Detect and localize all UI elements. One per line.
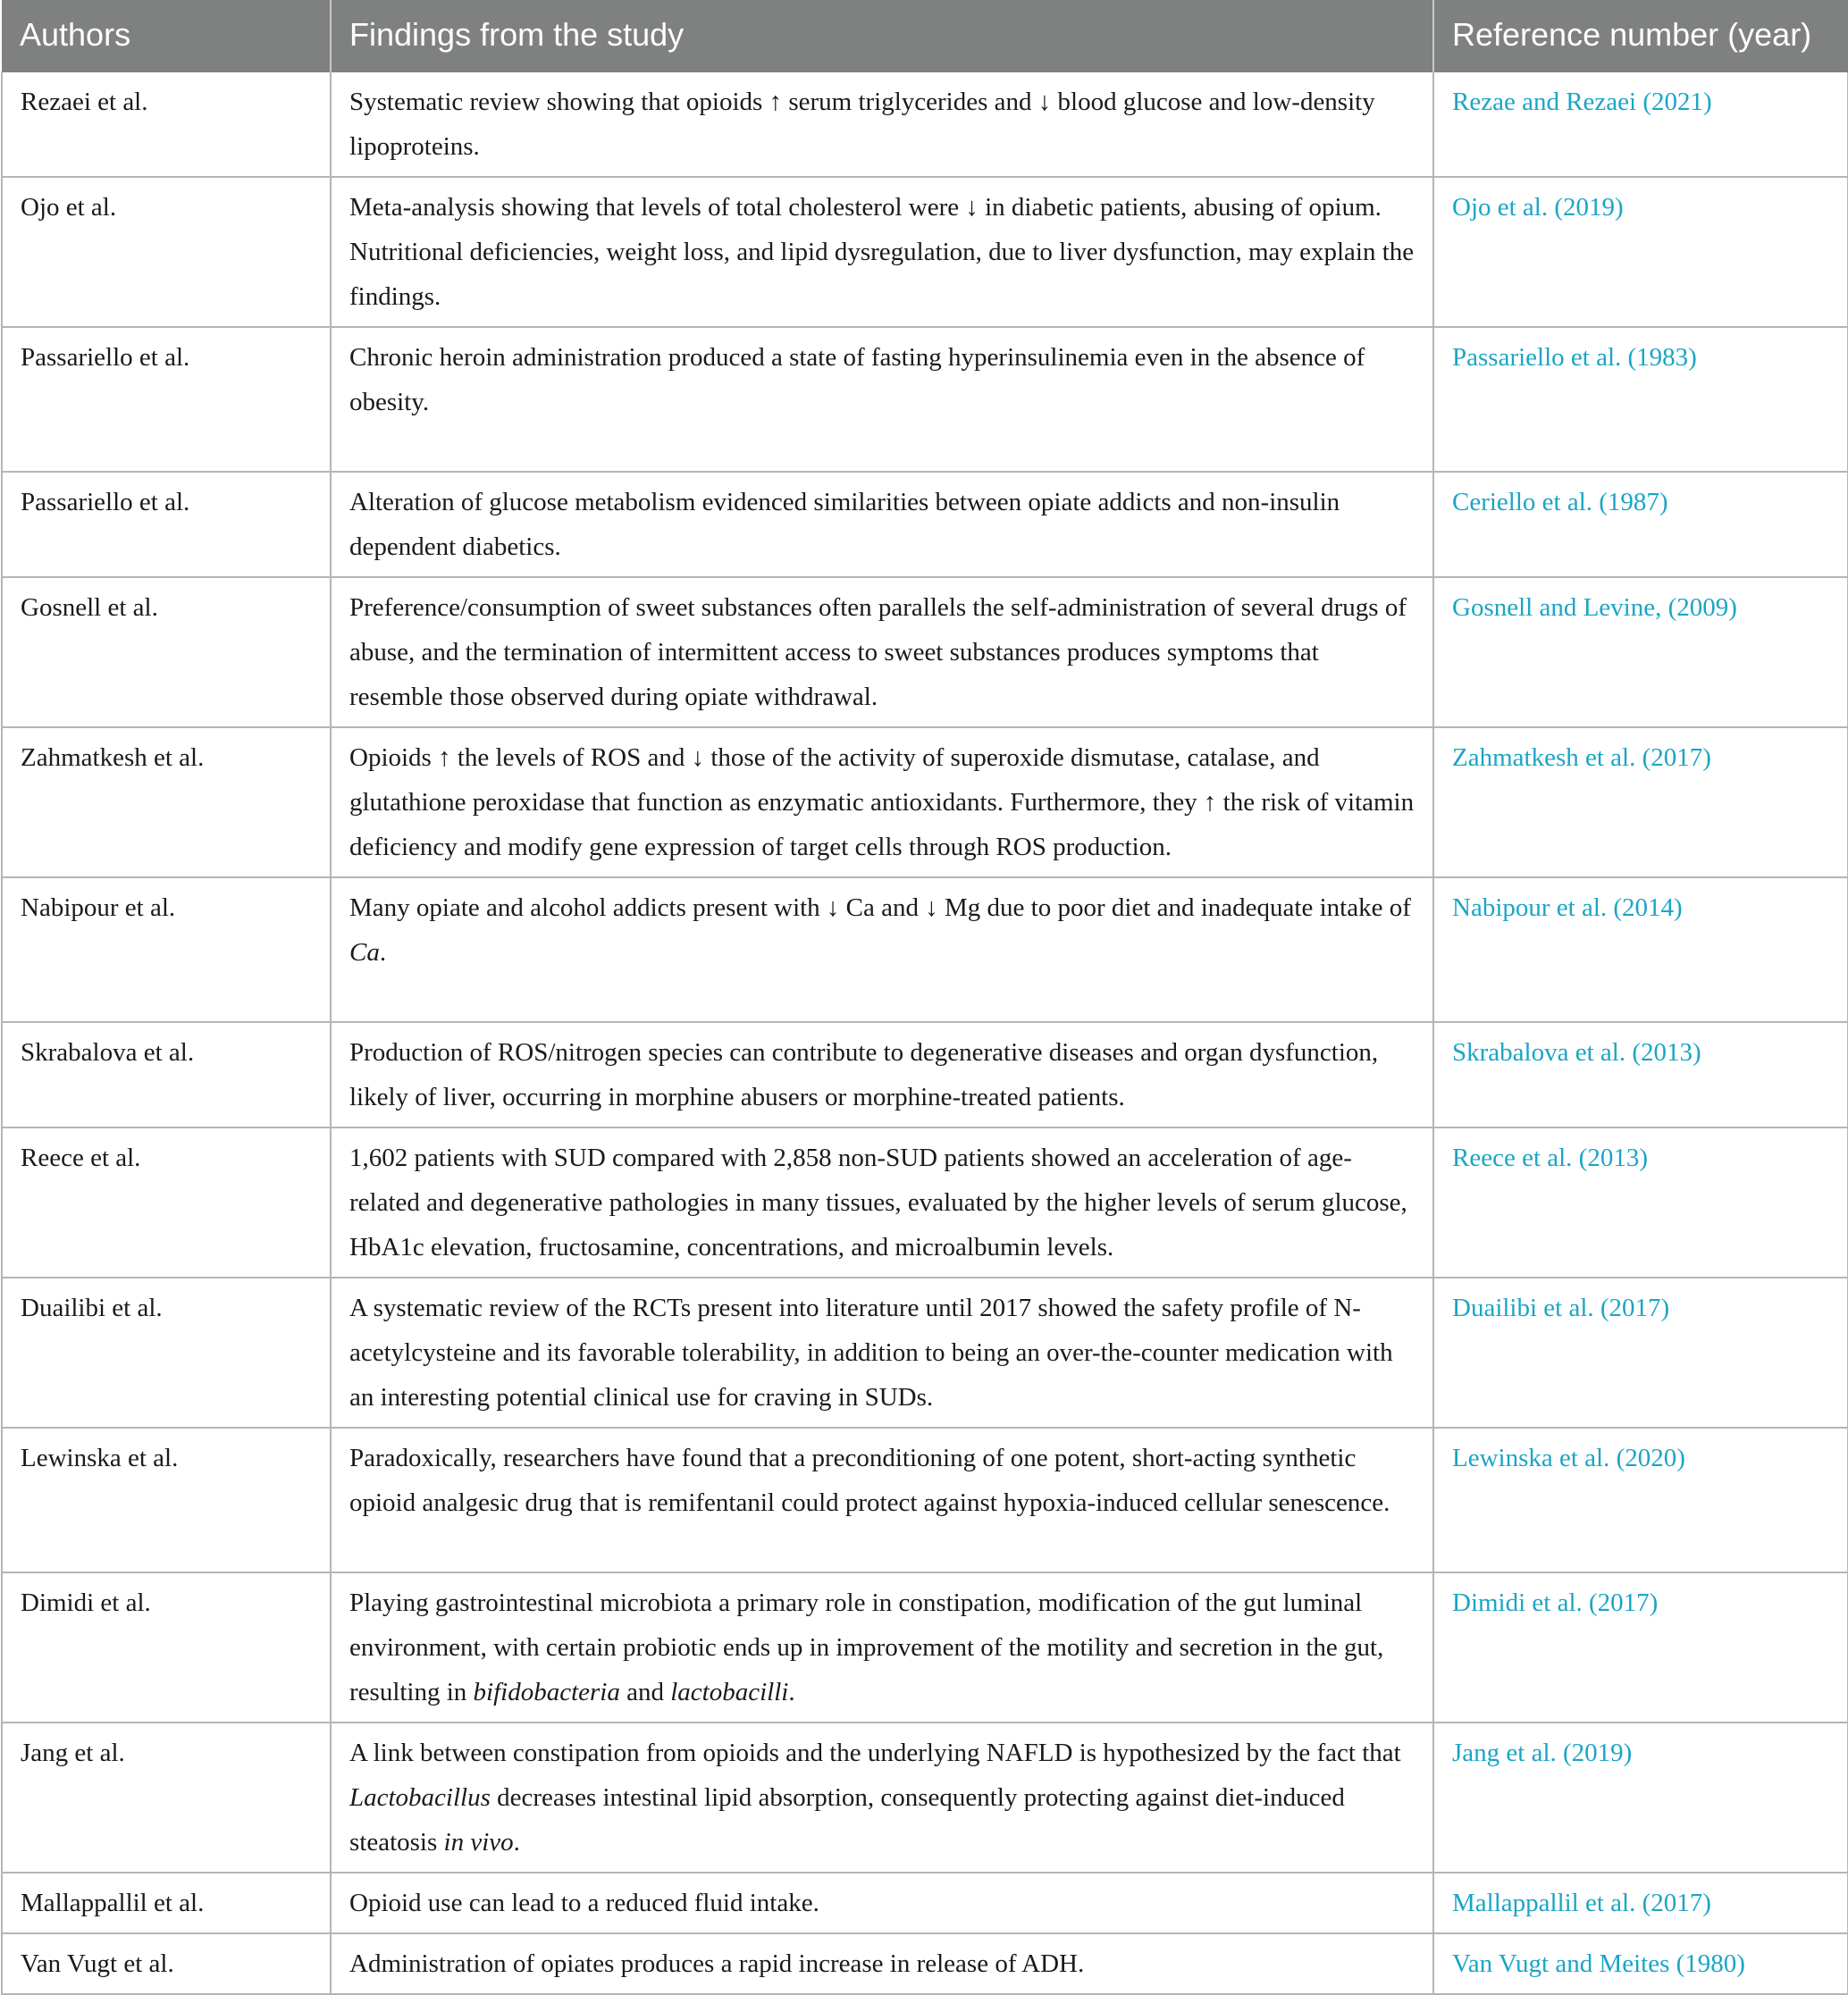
finding-cell: Paradoxically, researchers have found that a preconditioning of one potent, short-acting synthetic opioid analgesic drug that is remifentanil could protect against hypoxia-induced cellular senescence. xyxy=(331,1428,1433,1572)
author-cell: Lewinska et al. xyxy=(2,1428,331,1572)
finding-cell: Production of ROS/nitrogen species can contribute to degenerative diseases and organ dysfunction, likely of liver, occurring in morphine abusers or morphine-treated patients. xyxy=(331,1022,1433,1127)
finding-cell: Meta-analysis showing that levels of total cholesterol were ↓ in diabetic patients, abusing of opium. Nutritional deficiencies, weight loss, and lipid dysregulation, due to liver dysfunction, may explain the findings. xyxy=(331,177,1433,327)
finding-text-end: . xyxy=(788,1678,795,1706)
table-row xyxy=(2,1278,1848,1428)
author-cell: Dimidi et al. xyxy=(2,1572,331,1723)
finding-cell xyxy=(331,877,1433,1022)
table-row xyxy=(2,1127,1848,1278)
finding-cell: 1,602 patients with SUD compared with 2,858 non-SUD patients showed an acceleration of age-related and degenerative pathologies in many tissues, evaluated by the higher levels of serum glucose, HbA1c elevation, fructosamine, concentrations, and microalbumin levels. xyxy=(331,1127,1433,1278)
table-row xyxy=(2,1572,1848,1723)
table-row xyxy=(2,577,1848,727)
author-cell: Mallappallil et al. xyxy=(2,1873,331,1933)
reference-link[interactable]: Skrabalova et al. (2013) xyxy=(1433,1022,1848,1127)
table-row xyxy=(2,472,1848,577)
reference-link[interactable]: Nabipour et al. (2014) xyxy=(1433,877,1848,1022)
finding-cell xyxy=(331,1572,1433,1723)
author-cell: Passariello et al. xyxy=(2,472,331,577)
reference-link[interactable]: Rezae and Rezaei (2021) xyxy=(1433,72,1848,177)
finding-italic-2: lactobacilli xyxy=(670,1678,789,1706)
author-cell: Rezaei et al. xyxy=(2,72,331,177)
table-header xyxy=(2,0,1848,72)
finding-text: Playing gastrointestinal microbiota a primary role in constipation, modification of the gut luminal environment, with certain probiotic ends up in improvement of the motility and secretion in the gut, resulting in xyxy=(349,1588,1384,1706)
finding-text-mid: decreases intestinal lipid absorption, consequently protecting against diet-induced steatosis xyxy=(349,1783,1345,1857)
reference-link[interactable]: Lewinska et al. (2020) xyxy=(1433,1428,1848,1572)
author-cell: Gosnell et al. xyxy=(2,577,331,727)
author-cell: Skrabalova et al. xyxy=(2,1022,331,1127)
table-row xyxy=(2,72,1848,177)
reference-link[interactable]: Ceriello et al. (1987) xyxy=(1433,472,1848,577)
reference-link[interactable]: Van Vugt and Meites (1980) xyxy=(1433,1933,1848,1994)
finding-cell: Alteration of glucose metabolism evidenced similarities between opiate addicts and non-insulin dependent diabetics. xyxy=(331,472,1433,577)
finding-cell: Opioid use can lead to a reduced fluid intake. xyxy=(331,1873,1433,1933)
finding-cell: Systematic review showing that opioids ↑ serum triglycerides and ↓ blood glucose and low-density lipoproteins. xyxy=(331,72,1433,177)
table-row xyxy=(2,327,1848,472)
finding-text: Many opiate and alcohol addicts present with ↓ Ca and ↓ Mg due to poor diet and inadequate intake of xyxy=(349,893,1411,922)
finding-italic: Lactobacillus xyxy=(349,1783,491,1812)
table-row xyxy=(2,1428,1848,1572)
finding-cell: Preference/consumption of sweet substances often parallels the self-administration of several drugs of abuse, and the termination of intermittent access to sweet substances produces symptoms that resemble those observed during opiate withdrawal. xyxy=(331,577,1433,727)
reference-link[interactable]: Zahmatkesh et al. (2017) xyxy=(1433,727,1848,877)
reference-link[interactable]: Dimidi et al. (2017) xyxy=(1433,1572,1848,1723)
reference-link[interactable]: Mallappallil et al. (2017) xyxy=(1433,1873,1848,1933)
reference-link[interactable]: Ojo et al. (2019) xyxy=(1433,177,1848,327)
finding-italic: bifidobacteria xyxy=(473,1678,620,1706)
finding-text-end: . xyxy=(379,938,387,967)
author-cell: Nabipour et al. xyxy=(2,877,331,1022)
header-row xyxy=(2,0,1848,72)
reference-link[interactable]: Gosnell and Levine, (2009) xyxy=(1433,577,1848,727)
header-reference: Reference number (year) xyxy=(1433,0,1848,72)
finding-text: A link between constipation from opioids and the underlying NAFLD is hypothesized by the fact that xyxy=(349,1739,1401,1767)
finding-cell: Administration of opiates produces a rapid increase in release of ADH. xyxy=(331,1933,1433,1994)
author-cell: Reece et al. xyxy=(2,1127,331,1278)
author-cell: Ojo et al. xyxy=(2,177,331,327)
author-cell: Passariello et al. xyxy=(2,327,331,472)
table-row xyxy=(2,177,1848,327)
reference-link[interactable]: Reece et al. (2013) xyxy=(1433,1127,1848,1278)
table-row xyxy=(2,1723,1848,1873)
author-cell: Zahmatkesh et al. xyxy=(2,727,331,877)
finding-cell: Opioids ↑ the levels of ROS and ↓ those of the activity of superoxide dismutase, catalase, and glutathione peroxidase that function as enzymatic antioxidants. Furthermore, they ↑ the risk of vitamin deficiency and modify gene expression of target cells through ROS production. xyxy=(331,727,1433,877)
table-row xyxy=(2,1873,1848,1933)
table-row xyxy=(2,727,1848,877)
author-cell: Duailibi et al. xyxy=(2,1278,331,1428)
reference-link[interactable]: Passariello et al. (1983) xyxy=(1433,327,1848,472)
finding-text-mid: and xyxy=(619,1678,671,1706)
author-cell: Jang et al. xyxy=(2,1723,331,1873)
finding-cell: Chronic heroin administration produced a state of fasting hyperinsulinemia even in the absence of obesity. xyxy=(331,327,1433,472)
reference-link[interactable]: Duailibi et al. (2017) xyxy=(1433,1278,1848,1428)
table-row xyxy=(2,877,1848,1022)
findings-table xyxy=(1,0,1848,1995)
header-findings: Findings from the study xyxy=(331,0,1433,72)
finding-italic: Ca xyxy=(349,938,380,967)
finding-italic-2: in vivo xyxy=(443,1828,514,1857)
table-row xyxy=(2,1933,1848,1994)
author-cell: Van Vugt et al. xyxy=(2,1933,331,1994)
table-body xyxy=(2,72,1848,1994)
table-row xyxy=(2,1022,1848,1127)
finding-cell xyxy=(331,1723,1433,1873)
finding-cell: A systematic review of the RCTs present into literature until 2017 showed the safety profile of N-acetylcysteine and its favorable tolerability, in addition to being an over-the-counter medication with an interesting potential clinical use for craving in SUDs. xyxy=(331,1278,1433,1428)
reference-link[interactable]: Jang et al. (2019) xyxy=(1433,1723,1848,1873)
finding-text-end: . xyxy=(513,1828,520,1857)
header-authors: Authors xyxy=(2,0,331,72)
